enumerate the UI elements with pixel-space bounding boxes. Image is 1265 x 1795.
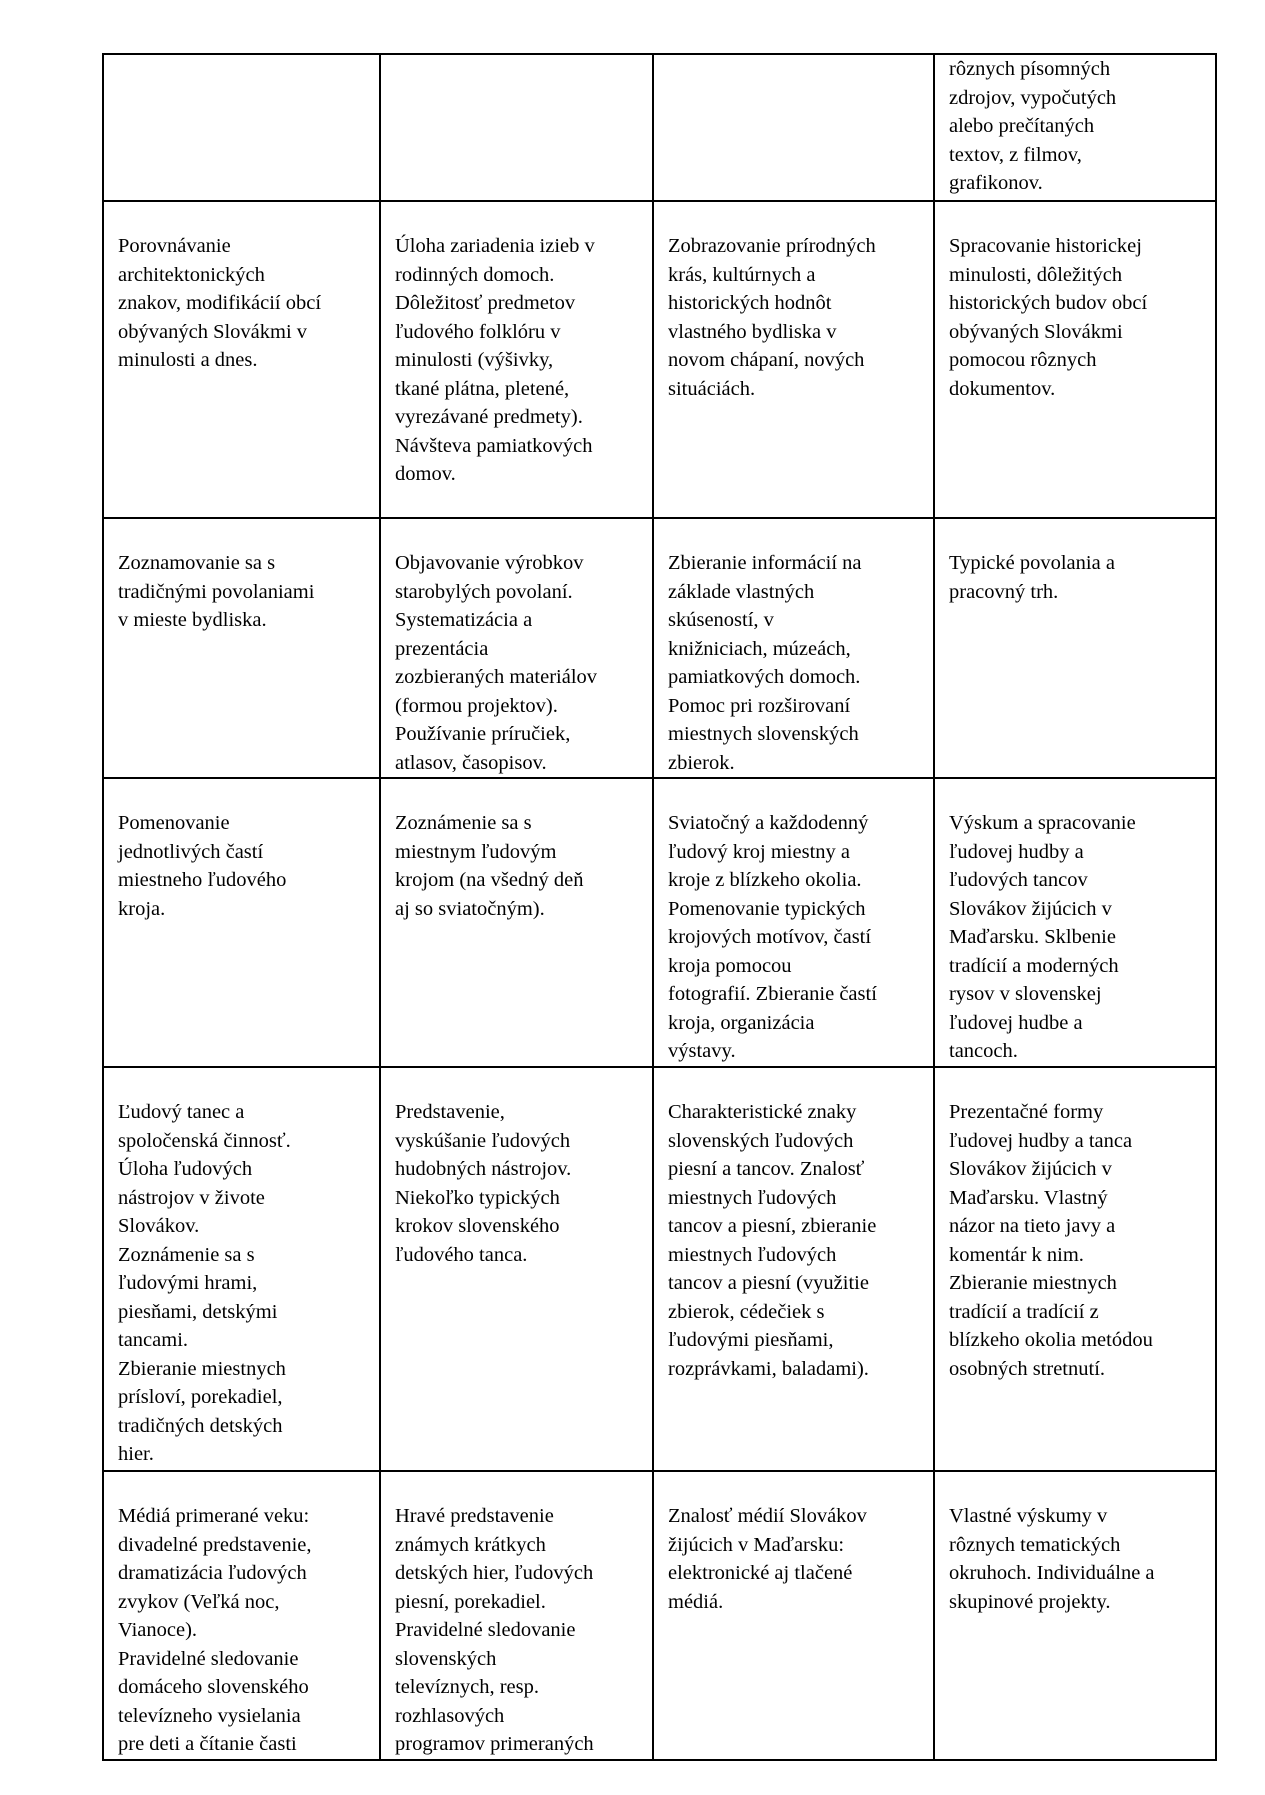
cell-text-line: skupinové projekty. [949, 1590, 1111, 1613]
cell-text-line: piesní a tancov. Znalosť [668, 1158, 865, 1180]
cell-text-line: známych krátkych [395, 1533, 546, 1556]
cell-text-line: piesňami, detskými [118, 1300, 278, 1323]
cell-text-line: Znalosť médií Slovákov [668, 1505, 867, 1527]
cell-text-line: televízneho vysielania [118, 1704, 301, 1727]
cell-text-line: programov primeraných [395, 1733, 594, 1755]
cell-text-line: Zbieranie informácií na [668, 552, 862, 574]
cell-text-line: aj so sviatočným). [395, 897, 545, 920]
cell-text-line: ľudového tanca. [395, 1243, 528, 1266]
table-cell [103, 778, 380, 1067]
cell-text-line: Spracovanie historickej [949, 235, 1142, 257]
cell-text-line: pre deti a čítanie časti [118, 1733, 297, 1755]
cell-text-line: Charakteristické znaky [668, 1101, 857, 1123]
cell-text-line: detských hier, ľudových [395, 1562, 594, 1584]
cell-text-line: tancov a piesní (využitie [668, 1272, 869, 1294]
cell-text-line: pracovný trh. [949, 580, 1059, 603]
cell-text-line: Sviatočný a každodenný [668, 812, 869, 834]
cell-text-line: miestnych ľudových [668, 1243, 837, 1266]
cell-text-line: výstavy. [668, 1040, 736, 1062]
cell-text-line: minulosti, dôležitých [949, 263, 1123, 286]
table-cell [934, 1067, 1216, 1471]
cell-text-line: tancoch. [949, 1040, 1018, 1062]
table-body [103, 54, 1216, 1760]
cell-text-line: rodinných domoch. [395, 263, 555, 286]
cell-text-line: historických hodnôt [668, 292, 832, 314]
table-cell [103, 1067, 380, 1471]
table-cell [103, 518, 380, 778]
cell-text-line: tradícií a moderných [949, 954, 1119, 977]
cell-text-line: znakov, modifikácií obcí [118, 292, 322, 314]
cell-text-line: fotografií. Zbieranie častí [668, 983, 877, 1005]
table-cell [934, 201, 1216, 518]
table-cell [653, 54, 934, 201]
cell-text-line: alebo prečítaných [949, 115, 1095, 137]
cell-text-line: zbierok. [668, 751, 735, 774]
cell-text-line: kroje z blízkeho okolia. [668, 869, 862, 891]
cell-text-line: tancov a piesní, zbieranie [668, 1215, 877, 1237]
cell-text-line: obývaných Slovákmi v [118, 320, 308, 343]
cell-text-line: Úloha zariadenia izieb v [395, 235, 595, 257]
table-cell [934, 778, 1216, 1067]
cell-text-line: Vlastné výskumy v [949, 1505, 1108, 1527]
cell-text-line: ľudovými hrami, [118, 1272, 258, 1294]
table-cell [653, 201, 934, 518]
cell-text-line: Návšteva pamiatkových [395, 434, 593, 457]
cell-text-line: obývaných Slovákmi [949, 320, 1123, 343]
cell-text-line: Zbieranie miestnych [118, 1357, 286, 1380]
cell-text-line: tradičnými povolaniami [118, 580, 315, 603]
cell-text-line: miestneho ľudového [118, 869, 287, 891]
cell-text-line: Vianoce). [118, 1619, 198, 1641]
table-cell [934, 518, 1216, 778]
cell-text-line: Úloha ľudových [118, 1158, 253, 1180]
cell-text-line: hier. [118, 1443, 154, 1465]
cell-text-line: Hravé predstavenie [395, 1505, 554, 1527]
cell-text-line: Zoznamovanie sa s [118, 552, 276, 574]
table-cell [934, 54, 1216, 201]
cell-text-line: ľudového folklóru v [395, 320, 561, 343]
cell-text-line: Niekoľko typických [395, 1186, 560, 1209]
table-cell [653, 518, 934, 778]
cell-text-line: Zoznámenie sa s [118, 1243, 255, 1266]
cell-text-line: Predstavenie, [395, 1101, 505, 1123]
cell-text-line: komentár k nim. [949, 1243, 1084, 1266]
table-row [103, 518, 1216, 778]
cell-text-line: piesní, porekadiel. [395, 1590, 546, 1613]
cell-text-line: kroja, organizácia [668, 1011, 815, 1034]
cell-text-line: Používanie príručiek, [395, 723, 571, 745]
table-cell [380, 778, 653, 1067]
table-row [103, 778, 1216, 1067]
cell-text-line: Zoznámenie sa s [395, 812, 532, 834]
cell-text-line: v mieste bydliska. [118, 609, 267, 631]
cell-text-line: textov, z filmov, [949, 143, 1082, 166]
cell-text-line: slovenských [395, 1647, 497, 1670]
cell-text-line: Dôležitosť predmetov [395, 292, 576, 314]
cell-text-line: Slovákov žijúcich v [949, 1158, 1112, 1180]
cell-text-line: ľudovej hudby a tanca [949, 1129, 1133, 1152]
cell-text-line: Zbieranie miestnych [949, 1272, 1117, 1294]
table-cell [103, 54, 380, 201]
cell-text-line: zozbieraných materiálov [395, 666, 598, 688]
cell-text-line: televíznych, resp. [395, 1676, 540, 1698]
cell-text-line: krokov slovenského [395, 1215, 560, 1237]
cell-text-line: krojom (na všedný deň [395, 869, 584, 891]
cell-text-line: nástrojov v živote [118, 1186, 265, 1209]
cell-text-line: osobných stretnutí. [949, 1357, 1106, 1380]
cell-text-line: skúseností, v [668, 609, 774, 631]
cell-text-line: zdrojov, vypočutých [949, 86, 1117, 109]
table-cell [380, 54, 653, 201]
cell-text-line: blízkeho okolia metódou [949, 1329, 1153, 1351]
cell-text-line: hudobných nástrojov. [395, 1158, 572, 1180]
cell-text-line: rôznych tematických [949, 1533, 1121, 1556]
cell-text-line: základe vlastných [668, 580, 815, 603]
cell-text-line: tradícií a tradícií z [949, 1300, 1099, 1323]
cell-text-line: tkané plátna, pletené, [395, 377, 570, 400]
cell-text-line: elektronické aj tlačené [668, 1562, 853, 1584]
cell-text-line: rôznych písomných [949, 58, 1111, 80]
cell-text-line: dokumentov. [949, 377, 1056, 400]
cell-text-line: žijúcich v Maďarsku: [668, 1533, 845, 1556]
cell-text-line: krás, kultúrnych a [668, 263, 816, 286]
table-cell [380, 518, 653, 778]
cell-text-line: kroja. [118, 897, 166, 920]
cell-text-line: Médiá primerané veku: [118, 1505, 310, 1527]
table-row [103, 201, 1216, 518]
cell-text-line: kroja pomocou [668, 954, 792, 977]
table-row [103, 1067, 1216, 1471]
cell-text-line: slovenských ľudových [668, 1129, 854, 1152]
cell-text-line: ľudovými piesňami, [668, 1329, 834, 1351]
cell-text-line: jednotlivých častí [118, 840, 264, 863]
cell-text-line: ľudovej hudbe a [949, 1011, 1083, 1034]
cell-text-line: spoločenská činnosť. [118, 1129, 291, 1152]
cell-text-line: (formou projektov). [395, 694, 558, 717]
cell-text-line: Maďarsku. Vlastný [949, 1186, 1108, 1209]
table-cell [103, 1471, 380, 1760]
cell-text-line: divadelné predstavenie, [118, 1533, 312, 1556]
cell-text-line: novom chápaní, nových [668, 349, 865, 371]
cell-text-line: situáciách. [668, 377, 756, 400]
cell-text-line: Maďarsku. Sklbenie [949, 926, 1116, 948]
cell-text-line: Ľudový tanec a [118, 1101, 245, 1123]
cell-text-line: dramatizácia ľudových [118, 1562, 307, 1584]
cell-text-line: Pomenovanie typických [668, 897, 866, 920]
table-cell [380, 1067, 653, 1471]
cell-text-line: vlastného bydliska v [668, 320, 837, 343]
cell-text-line: historických budov obcí [949, 292, 1148, 314]
cell-text-line: pomocou rôznych [949, 349, 1097, 371]
cell-text-line: tradičných detských [118, 1414, 283, 1437]
cell-text-line: ľudových tancov [949, 869, 1088, 891]
cell-text-line: architektonických [118, 263, 265, 286]
cell-text-line: domáceho slovenského [118, 1676, 309, 1698]
table-cell [653, 1471, 934, 1760]
cell-text-line: Výskum a spracovanie [949, 812, 1136, 834]
cell-text-line: rozprávkami, baladami). [668, 1357, 869, 1380]
cell-text-line: knižniciach, múzeách, [668, 637, 851, 660]
table-cell [380, 201, 653, 518]
curriculum-table [102, 53, 1217, 1761]
cell-text-line: Pomoc pri rozširovaní [668, 694, 851, 717]
table-cell [653, 1067, 934, 1471]
cell-text-line: vyskúšanie ľudových [395, 1129, 571, 1152]
cell-text-line: minulosti (výšivky, [395, 349, 554, 371]
cell-text-line: Slovákov žijúcich v [949, 897, 1112, 920]
cell-text-line: rozhlasových [395, 1704, 505, 1727]
cell-text-line: okruhoch. Individuálne a [949, 1562, 1155, 1584]
table-cell [653, 778, 934, 1067]
cell-text-line: Typické povolania a [949, 552, 1115, 574]
cell-text-line: miestnym ľudovým [395, 840, 557, 863]
cell-text-line: miestnych ľudových [668, 1186, 837, 1209]
cell-text-line: rysov v slovenskej [949, 983, 1102, 1005]
cell-text-line: tancami. [118, 1329, 189, 1351]
cell-text-line: Porovnávanie [118, 235, 231, 257]
cell-text-line: atlasov, časopisov. [395, 751, 547, 774]
cell-text-line: starobylých povolaní. [395, 580, 573, 603]
cell-text-line: domov. [395, 463, 456, 485]
cell-text-line: Slovákov. [118, 1215, 200, 1237]
cell-text-line: Systematizácia a [395, 609, 533, 631]
cell-text-line: Zobrazovanie prírodných [668, 235, 876, 257]
table-cell [934, 1471, 1216, 1760]
cell-text-line: ľudovej hudby a [949, 840, 1084, 863]
cell-text-line: zbierok, cédečiek s [668, 1300, 825, 1323]
cell-text-line: minulosti a dnes. [118, 349, 258, 371]
cell-text-line: Pravidelné sledovanie [118, 1647, 299, 1670]
cell-text-line: vyrezávané predmety). [395, 406, 583, 428]
cell-text-line: názor na tieto javy a [949, 1215, 1116, 1237]
cell-text-line: Objavovanie výrobkov [395, 552, 584, 574]
cell-text-line: Pravidelné sledovanie [395, 1619, 576, 1641]
cell-text-line: prezentácia [395, 637, 489, 660]
table-cell [380, 1471, 653, 1760]
cell-text-line: zvykov (Veľká noc, [118, 1590, 280, 1613]
cell-text-line: prísloví, porekadiel, [118, 1386, 283, 1408]
table-cell [103, 201, 380, 518]
cell-text-line: pamiatkových domoch. [668, 666, 861, 688]
cell-text-line: krojových motívov, častí [668, 926, 872, 948]
table-row [103, 54, 1216, 201]
cell-text-line: médiá. [668, 1590, 724, 1613]
cell-text-line: Pomenovanie [118, 812, 230, 834]
cell-text-line: grafikonov. [949, 172, 1043, 194]
table-row [103, 1471, 1216, 1760]
cell-text-line: ľudový kroj miestny a [668, 840, 850, 863]
cell-text-line: Prezentačné formy [949, 1101, 1104, 1123]
cell-text-line: miestnych slovenských [668, 723, 859, 745]
